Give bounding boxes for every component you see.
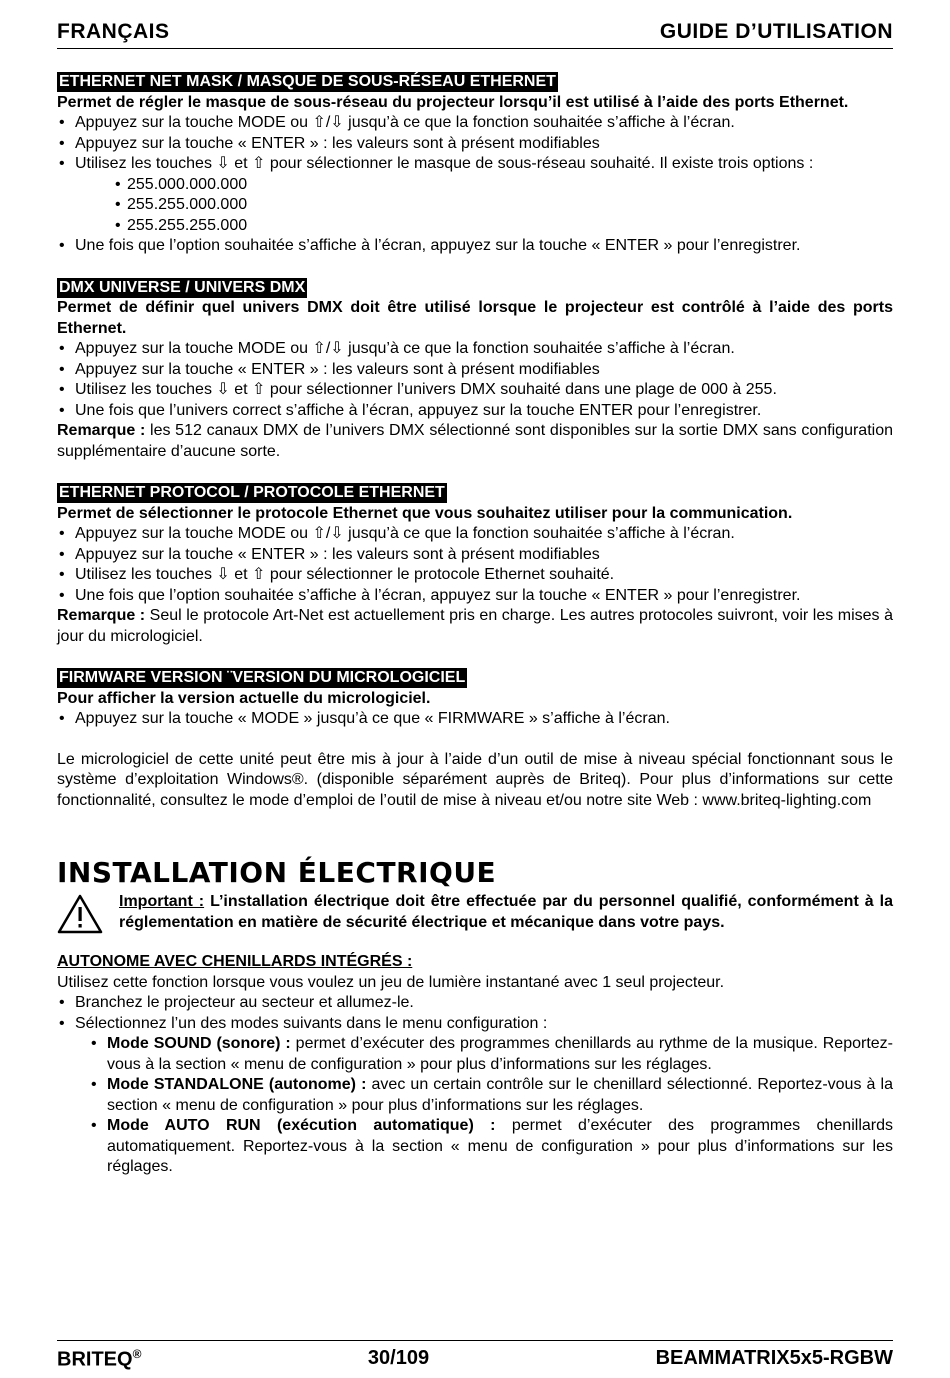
mode-item [89, 1034, 893, 1075]
footer-brand [57, 1347, 141, 1372]
mode-name: Mode SOUND (sonore) : [107, 1035, 291, 1052]
remark-label: Remarque : [57, 607, 146, 624]
footer-model: BEAMMATRIX5x5-RGBW [655, 1347, 893, 1369]
important-text [119, 892, 893, 933]
section-ethernet-protocol [57, 483, 893, 647]
list-item: • Branchez le projecteur au secteur et allumez-le. [57, 993, 893, 1014]
list-item: • Sélectionnez l’un des modes suivants dans le menu configuration : [57, 1014, 893, 1035]
remark-label: Remarque : [57, 422, 146, 439]
remark-text: les 512 canaux DMX de l’univers DMX sélectionné sont disponibles sur la sortie DMX sans configuration supplémentaire d’aucune sorte. [57, 422, 894, 460]
bullet-list [57, 709, 893, 730]
header-guide-title: GUIDE D’UTILISATION [659, 20, 893, 43]
option-item: • 255.255.000.000 [113, 195, 893, 216]
page-content [57, 72, 893, 1178]
page-footer [57, 1340, 893, 1372]
section-intro: Permet de régler le masque de sous-réseau du projecteur lorsqu’il est utilisé à l’aide des ports Ethernet. [57, 93, 849, 111]
section-ethernet-net-mask [57, 72, 893, 257]
option-item: • 255.000.000.000 [113, 175, 893, 196]
important-notice [57, 892, 893, 934]
list-item: • Utilisez les touches ⇩ et ⇧ pour sélectionner l’univers DMX souhaité dans une plage de 000 à 255. [57, 380, 893, 401]
list-item: • Appuyez sur la touche « ENTER » : les valeurs sont à présent modifiables [57, 134, 893, 155]
list-item: • Une fois que l’option souhaitée s’affiche à l’écran, appuyez sur la touche « ENTER » pour l’enregistrer. [57, 586, 893, 607]
important-label: Important : [119, 893, 205, 910]
list-item: • Appuyez sur la touche MODE ou ⇧/⇩ jusqu’à ce que la fonction souhaitée s’affiche à l’écran. [57, 339, 893, 360]
mode-name: Mode AUTO RUN (exécution automatique) : [107, 1117, 496, 1134]
options-list [57, 175, 893, 237]
page-header [57, 18, 893, 49]
footer-brand-mark: ® [132, 1347, 142, 1361]
section-title: ETHERNET PROTOCOL / PROTOCOLE ETHERNET [59, 484, 445, 501]
mode-item [89, 1075, 893, 1116]
remark [57, 606, 893, 647]
option-item: • 255.255.255.000 [113, 216, 893, 237]
bullet-list [57, 339, 893, 421]
section-firmware-version [57, 668, 893, 811]
section-intro: Permet de sélectionner le protocole Ethernet que vous souhaitez utiliser pour la communication. [57, 504, 793, 522]
bullet-list [57, 113, 893, 175]
firmware-paragraph: Le micrologiciel de cette unité peut être mis à jour à l’aide d’un outil de mise à niveau spécial fonctionnant sous le système d’exploitation Windows®. (disponible séparément auprès de Briteq). Pour plus d’informations sur cette fonctionnalité, consultez le mode d’emploi de l’outil de mise à niveau et/ou notre site Web : www.briteq-lighting.com [57, 750, 893, 809]
remark-text: Seul le protocole Art-Net est actuellement pris en charge. Les autres protocoles suivront, voir les mises à jour du micrologiciel. [57, 607, 893, 645]
mode-desc: permet d’exécuter des programmes chenillards au rythme de la musique. Reportez-vous à la section « menu de configuration » pour plus d’informations sur les réglages. [107, 1035, 894, 1073]
mode-item [89, 1116, 893, 1178]
list-item: • Appuyez sur la touche « ENTER » : les valeurs sont à présent modifiables [57, 545, 893, 566]
section-title: FIRMWARE VERSION ¨VERSION DU MICROLOGICIEL [59, 669, 466, 686]
section-title: ETHERNET NET MASK / MASQUE DE SOUS-RÉSEAU ETHERNET [59, 73, 556, 90]
warning-triangle-icon [57, 894, 103, 934]
bullet-list [57, 524, 893, 606]
remark [57, 421, 893, 462]
header-language: FRANÇAIS [57, 20, 170, 43]
mode-desc: permet d’exécuter des programmes chenillards automatiquement. Reportez-vous à la section « menu de configuration » pour plus d’informations sur les réglages. [107, 1117, 893, 1175]
section-intro: Permet de définir quel univers DMX doit être utilisé lorsque le projecteur est contrôlé à l’aide des ports Ethernet. [57, 299, 893, 337]
important-body: L’installation électrique doit être effectuée par du personnel qualifié, conformément à la réglementation en matière de sécurité électrique et mécanique dans votre pays. [119, 893, 893, 931]
standalone-intro: Utilisez cette fonction lorsque vous voulez un jeu de lumière instantané avec 1 seul projecteur. [57, 973, 725, 991]
mode-name: Mode STANDALONE (autonome) : [107, 1076, 367, 1093]
list-item: • Appuyez sur la touche MODE ou ⇧/⇩ jusqu’à ce que la fonction souhaitée s’affiche à l’écran. [57, 524, 893, 545]
section-intro: Pour afficher la version actuelle du micrologiciel. [57, 689, 431, 707]
list-item: • Utilisez les touches ⇩ et ⇧ pour sélectionner le masque de sous-réseau souhaité. Il existe trois options : [57, 154, 893, 175]
mode-desc: avec un certain contrôle sur le chenillard sélectionné. Reportez-vous à la section « menu de configuration » pour plus d’informations sur les réglages. [107, 1076, 893, 1114]
bullet-list [57, 236, 893, 257]
section-dmx-universe [57, 278, 893, 463]
list-item: • Une fois que l’option souhaitée s’affiche à l’écran, appuyez sur la touche « ENTER » pour l’enregistrer. [57, 236, 893, 257]
footer-page-number: 30/109 [367, 1347, 430, 1369]
installation-heading: INSTALLATION ÉLECTRIQUE [57, 856, 497, 889]
standalone-subheading: AUTONOME AVEC CHENILLARDS INTÉGRÉS : [57, 953, 413, 970]
bullet-list [57, 993, 893, 1034]
list-item: • Appuyez sur la touche MODE ou ⇧/⇩ jusqu’à ce que la fonction souhaitée s’affiche à l’écran. [57, 113, 893, 134]
modes-list [57, 1034, 893, 1178]
list-item: • Une fois que l’univers correct s’affiche à l’écran, appuyez sur la touche ENTER pour l’enregistrer. [57, 401, 893, 422]
section-title: DMX UNIVERSE / UNIVERS DMX [59, 278, 306, 296]
list-item: • Appuyez sur la touche « MODE » jusqu’à ce que « FIRMWARE » s’affiche à l’écran. [57, 709, 893, 730]
list-item: • Appuyez sur la touche « ENTER » : les valeurs sont à présent modifiables [57, 360, 893, 381]
footer-brand-name: BRITEQ [57, 1348, 133, 1371]
list-item: • Utilisez les touches ⇩ et ⇧ pour sélectionner le protocole Ethernet souhaité. [57, 565, 893, 586]
